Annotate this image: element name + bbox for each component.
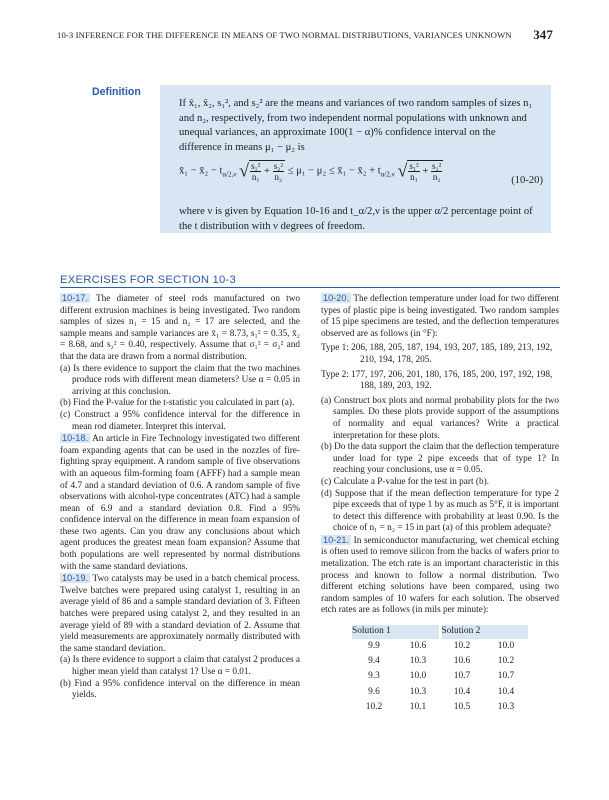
right-column bbox=[321, 293, 559, 716]
type2-data: Type 2: 177, 197, 206, 201, 180, 176, 185, 200, 197, 192, 198, 188, 189, 203, 192. bbox=[321, 369, 553, 392]
exercise-part: (a) Is there evidence to support the claim that the two machines produce rods with different mean diameters? Use α = 0.05 in arriving at this conclusion. bbox=[60, 363, 300, 397]
exercise-number: 10-18. bbox=[62, 433, 89, 444]
exercise-number: 10-21. bbox=[323, 534, 350, 545]
exercise-number: 10-19. bbox=[62, 573, 89, 584]
exercise-part: (a) Is there evidence to support a claim that catalyst 2 produces a higher mean yield than catalyst 1? Use α = 0.01. bbox=[60, 655, 300, 677]
exercise-part: (b) Find the P-value for the t-statistic you calculated in part (a). bbox=[60, 398, 295, 409]
type1-data: Type 1: 206, 188, 205, 187, 194, 193, 207, 185, 189, 213, 192, 210, 194, 178, 205. bbox=[321, 343, 553, 365]
etch-rate-table bbox=[352, 625, 528, 716]
definition-box bbox=[160, 85, 551, 233]
running-header bbox=[57, 27, 553, 42]
exercise-number: 10-20. bbox=[323, 293, 350, 303]
page-number: 347 bbox=[533, 27, 553, 42]
exercise-part: (c) Construct a 95% confidence interval for the difference in mean rod diameter. Interpret this interval. bbox=[60, 409, 300, 432]
exercise-10-20: 10-20. The deflection temperature under load for two different types of plastic pipe is being investigated. Two random samples of 15 pipe specimens are tested, and the deflection temperatures observed are as follows (in °F): bbox=[321, 293, 559, 339]
exercise-part: (b) Find a 95% confidence interval on the difference in mean yields. bbox=[60, 678, 300, 701]
ci-formula: x̄₁ − x̄₂ − $t_{\alpha/2,\nu}$ √ $\frac{\text{s₁²}}{\text{n₁}}$ + $\frac{\text{s₂²}}{\text{n₂}} \le \mu_1 - \mu_2$ ≤ x̄₁ − x̄₂ + $t_{\alpha/2,\nu}$ √ $\frac{\text{s₁²}}{\text{n₁}}$ + $\frac{\text{s₂²}}{\text{n₂}}$ (10-20) bbox=[179, 160, 543, 186]
exercise-part: (a) Construct box plots and normal probability plots for the two samples. Do these plots provide support of the assumptions of normality and equal variances? Write a practical interpretation for these plots. bbox=[321, 395, 559, 441]
table-row: 10.2 10.1 10.5 10.3 bbox=[365, 702, 515, 713]
exercise-part: (b) Do the data support the claim that the deflection temperature under load for type 2 pipe exceeds that of type 1? In reaching your conclusions, use α = 0.05. bbox=[321, 442, 559, 476]
table-row: 9.6 10.3 10.4 10.4 bbox=[368, 686, 515, 697]
exercise-10-21: 10-21. In semiconductor manufacturing, wet chemical etching is often used to remove silicon from the backs of wafers prior to metalization. The etch rate is an important characteristic in this process and known to follow a normal distribution. Two different etching solutions have been compared, using two random samples of 10 wafers for each solution. The observed etch rates are as follows (in mils per minute): bbox=[321, 534, 559, 616]
table-row: 9.4 10.3 10.6 10.2 bbox=[368, 655, 515, 666]
running-title: 10-3 INFERENCE FOR THE DIFFERENCE IN MEANS OF TWO NORMAL DISTRIBUTIONS, VARIANCES UNKNOWN bbox=[57, 30, 512, 40]
exercise-part: (c) Calculate a P-value for the test in part (b). bbox=[321, 476, 489, 487]
equation-number: (10-20) bbox=[511, 175, 543, 186]
left-column bbox=[60, 293, 300, 702]
definition-label: Definition bbox=[92, 86, 141, 98]
exercise-number: 10-17. bbox=[62, 293, 89, 303]
table-row: 9.3 10.0 10.7 10.7 bbox=[368, 671, 515, 682]
table-header: Solution 2 bbox=[440, 625, 528, 639]
exercise-part: (d) Suppose that if the mean deflection temperature for type 2 pipe exceeds that of type 1 by as much as 5°F, it is important to detect this difference with probability at least 0.90. Is the choice of n₁ = n₂ = 15 in part (a) of this problem adequate? bbox=[321, 488, 559, 534]
exercise-10-17: 10-17. The diameter of steel rods manufactured on two different extrusion machines is being investigated. Two random samples of sizes n₁ = 15 and n₂ = 17 are selected, and the sample means and sample variances are x̄₁ = 8.73, s₁² = 0.35, x̄₂ = 8.68, and s₂² = 0.40, respectively. Assume that σ₁² = σ₂² and that the data are drawn from a normal distribution. bbox=[60, 293, 300, 362]
table-header: Solution 1 bbox=[352, 625, 440, 639]
definition-intro: If x̄₁, x̄₂, s₁², and s₂² are the means and variances of two random samples of sizes n₁ and n₂, respectively, from two independent normal populations with unknown and unequal variances, an approximate 100(1 − α)% confidence interval on the difference in means μ₁ − μ₂ is bbox=[179, 98, 533, 153]
exercise-10-18: 10-18. An article in Fire Technology investigated two different foam expanding agents that can be used in the nozzles of fire-fighting spray equipment. A random sample of five observations with an aqueous film-forming foam (AFFF) had a sample mean of 4.7 and a standard deviation of 0.6. A random sample of five observations with alcohol-type concentrates (ATC) had a sample mean of 6.9 and a standard deviation 0.8. Find a 95% confidence interval on the difference in mean foam expansion of these two agents. Can you draw any conclusions about which agent produces the greatest mean foam expansion? Assume that both populations are well represented by normal distributions with the same standard deviations. bbox=[60, 433, 300, 572]
table-row: 9.9 10.6 10.2 10.0 bbox=[368, 640, 515, 651]
exercise-10-19: 10-19. Two catalysts may be used in a batch chemical process. Twelve batches were prepared using catalyst 1, resulting in an average yield of 86 and a sample standard deviation of 3. Fifteen batches were prepared using catalyst 2, and they resulted in an average yield of 89 with a standard deviation of 2. Assume that yield measurements are approximately normally distributed with the same standard deviation. bbox=[60, 573, 300, 654]
section-rule bbox=[60, 287, 560, 288]
section-heading: EXERCISES FOR SECTION 10-3 bbox=[60, 274, 236, 286]
definition-outro: where ν is given by Equation 10-16 and t_α/2,ν is the upper α/2 percentage point of the t distribution with ν degrees of freedom. bbox=[179, 206, 533, 232]
